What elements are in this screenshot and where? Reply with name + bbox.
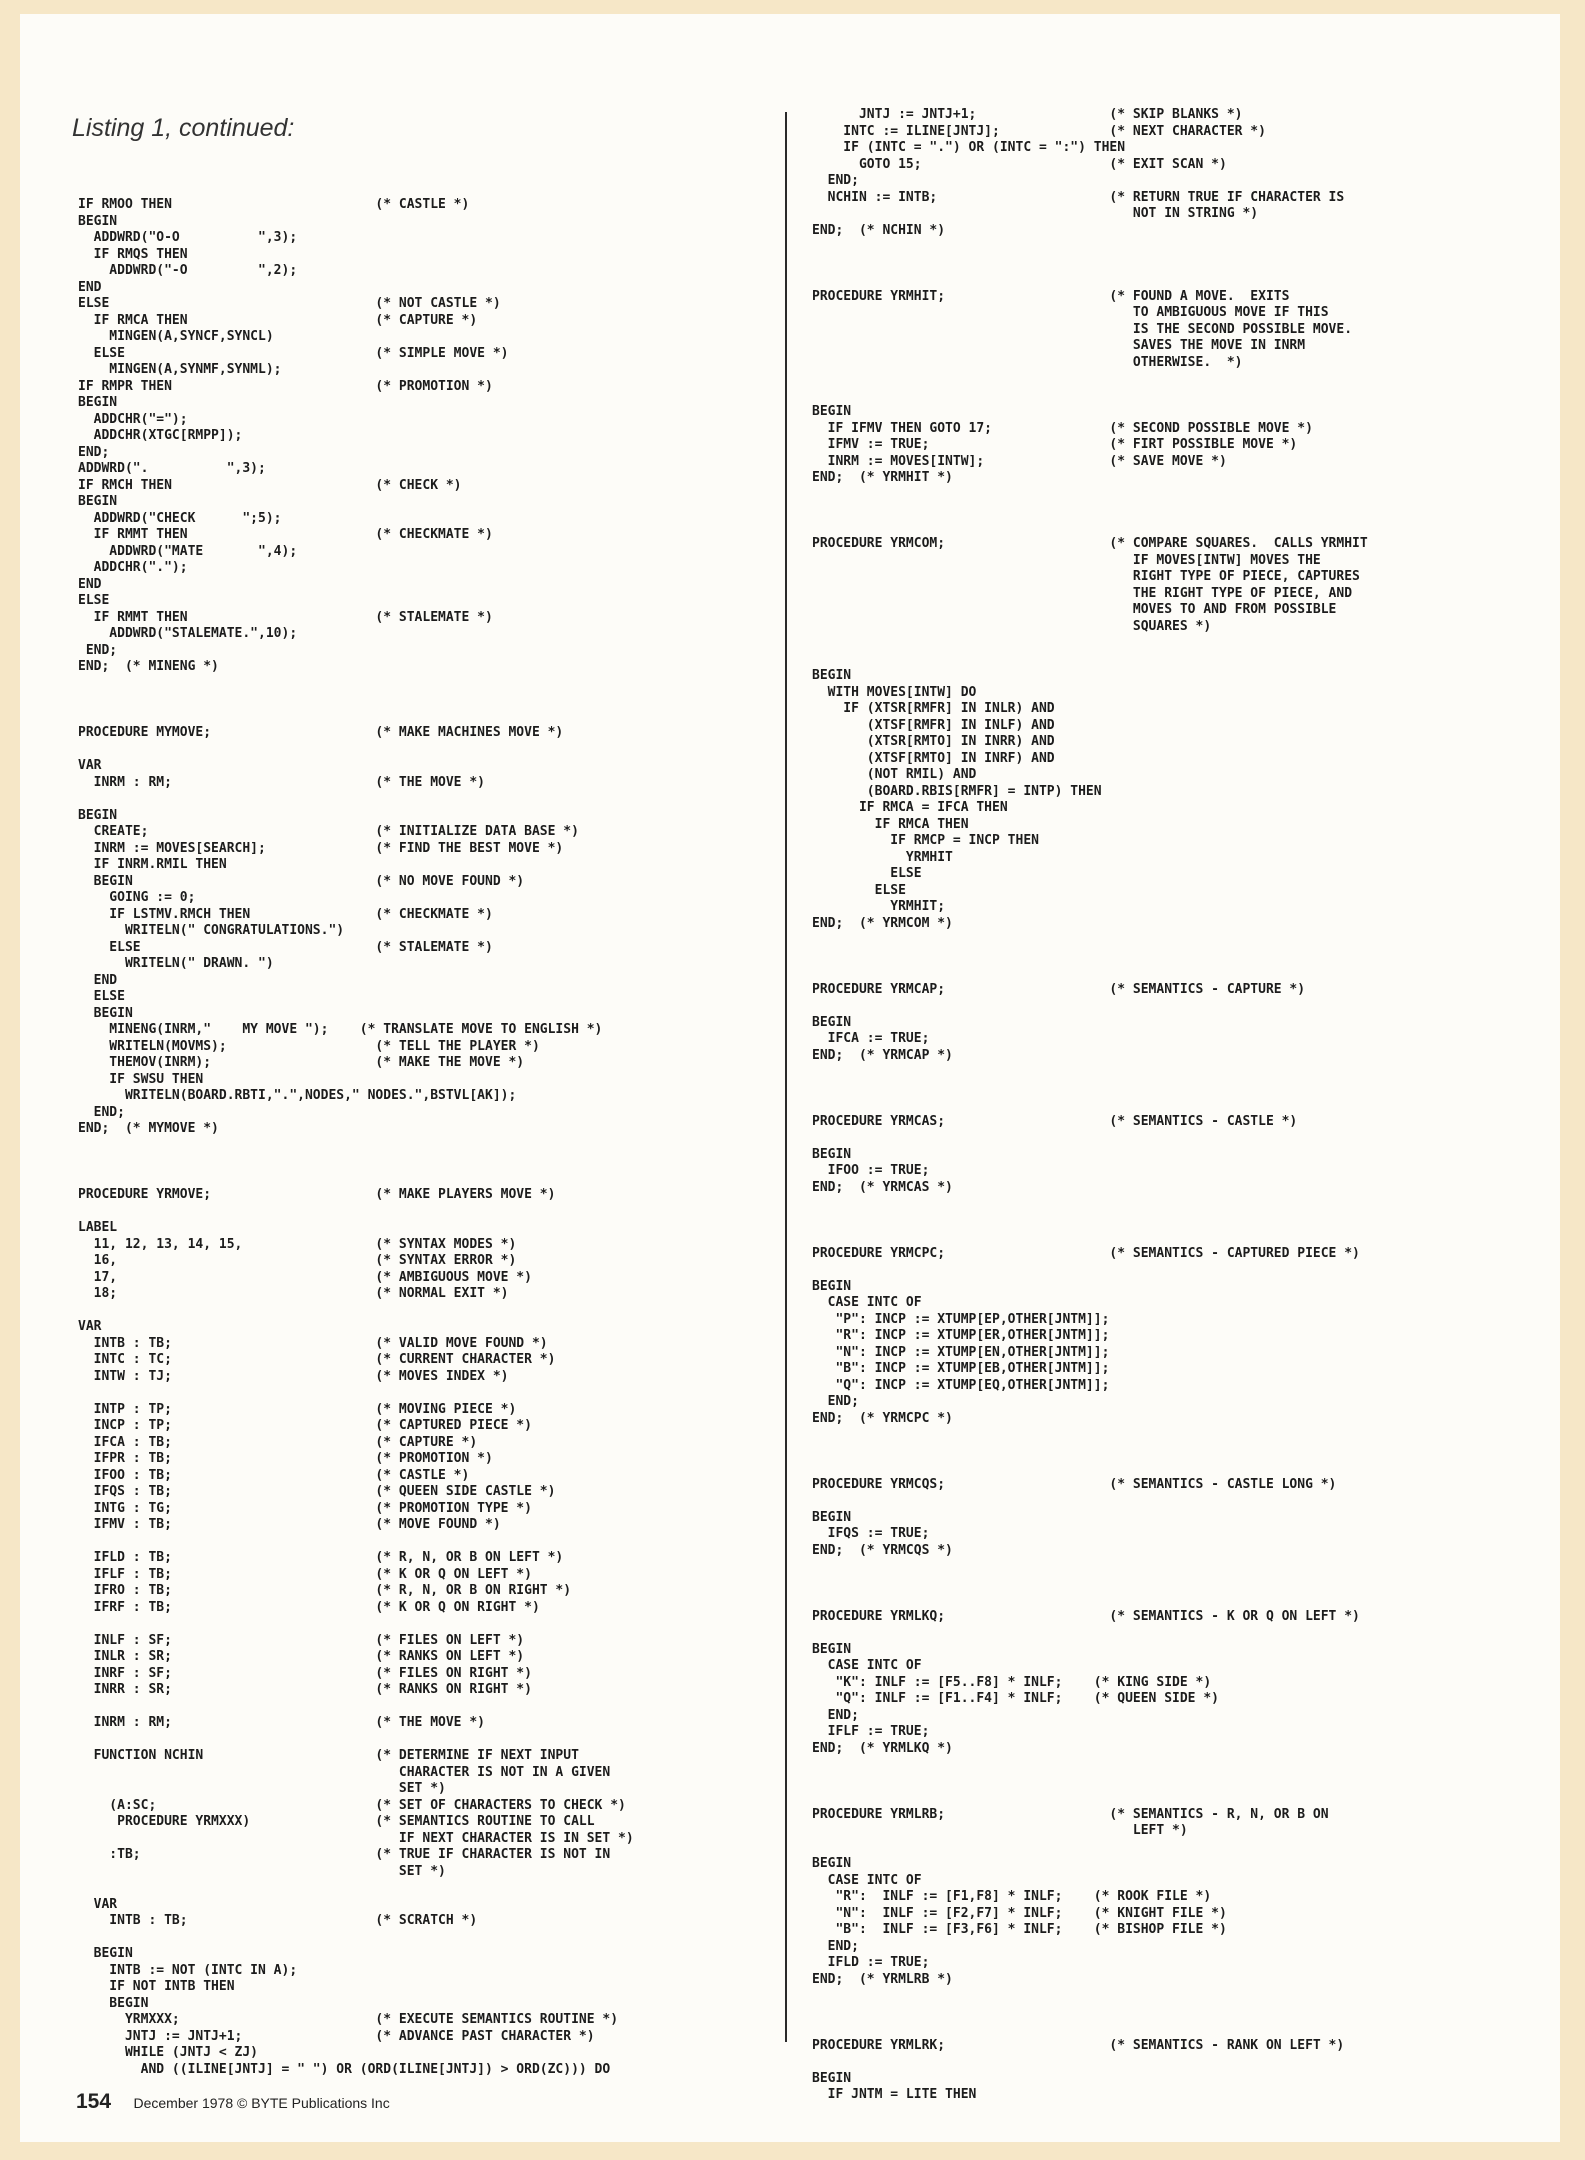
code-line: PROCEDURE YRMLRK; (* SEMANTICS - RANK ON LEFT *) [812, 2037, 1345, 2053]
code-line: "B": INLF := [F3,F6] * INLF; (* BISHOP FILE *) [812, 1922, 1227, 1937]
code-line: "Q": INCP := XTUMP[EQ,OTHER[JNTM]]; [812, 1377, 1110, 1393]
code-line [812, 1064, 1368, 1081]
code-line: IF NEXT CHARACTER IS IN SET *) [78, 1830, 634, 1846]
code-line: ELSE [812, 882, 906, 898]
code-line: INRM := MOVES[INTW]; (* SAVE MOVE *) [812, 453, 1227, 469]
code-line: ADDCHR("."); [78, 560, 188, 575]
code-line: VAR [78, 1896, 118, 1912]
code-line [812, 1444, 1368, 1461]
code-line [812, 1229, 1368, 1246]
code-line: IFLD : TB; (* R, N, OR B ON LEFT *) [78, 1550, 564, 1565]
code-line: IFOO := TRUE; [812, 1163, 930, 1178]
code-line: YRMXXX; (* EXECUTE SEMANTICS ROUTINE *) [78, 2012, 619, 2027]
code-line [78, 1171, 634, 1188]
code-line: NCHIN := INTB; (* RETURN TRUE IF CHARACTER IS [812, 189, 1345, 205]
code-line: INTB : TB; (* SCRATCH *) [78, 1913, 478, 1928]
code-line: IFRF : TB; (* K OR Q ON RIGHT *) [78, 1599, 540, 1615]
code-line: IF MOVES[INTW] MOVES THE [812, 552, 1321, 568]
code-line: ADDWRD("STALEMATE.",10); [78, 626, 298, 641]
code-line: BEGIN (* NO MOVE FOUND *) [78, 873, 525, 889]
code-line [812, 1196, 1368, 1213]
code-line [78, 676, 634, 693]
code-line: (XTSF[RMFR] IN INLF) AND [812, 717, 1055, 733]
code-line: GOTO 15; (* EXIT SCAN *) [812, 156, 1227, 172]
code-line: CASE INTC OF [812, 1295, 922, 1310]
code-line: BEGIN [78, 807, 118, 823]
code-line [812, 388, 1368, 405]
code-line: ADDCHR(XTGC[RMPP]); [78, 428, 243, 443]
code-line: IS THE SECOND POSSIBLE MOVE. [812, 321, 1353, 337]
code-line [812, 2021, 1368, 2038]
code-line [812, 1081, 1368, 1098]
code-line [78, 1385, 634, 1402]
code-line: BEGIN [78, 395, 118, 410]
code-line: IF RMCP = INCP THEN [812, 833, 1039, 848]
code-line: AND ((ILINE[JNTJ] = " ") OR (ORD(ILINE[JNTJ]) > ORD(ZC))) DO [78, 2061, 611, 2077]
code-line: PROCEDURE YRMCAS; (* SEMANTICS - CASTLE *) [812, 1113, 1298, 1129]
code-line: INLF : SF; (* FILES ON LEFT *) [78, 1632, 525, 1648]
code-line: JNTJ := JNTJ+1; (* SKIP BLANKS *) [812, 107, 1243, 122]
code-line: END; (* YRMHIT *) [812, 470, 953, 485]
column-divider [785, 112, 787, 2042]
code-line: ELSE (* SIMPLE MOVE *) [78, 345, 509, 361]
code-line [812, 520, 1368, 537]
code-line: VAR [78, 758, 102, 773]
code-line: BEGIN [78, 1995, 149, 2011]
code-line: WITH MOVES[INTW] DO [812, 684, 977, 700]
code-line: "K": INLF := [F5..F8] * INLF; (* KING SIDE *) [812, 1674, 1212, 1690]
code-line: END; (* YRMLRB *) [812, 1971, 953, 1987]
page-number: 154 [76, 2090, 112, 2113]
code-line: END; (* YRMCPC *) [812, 1410, 953, 1426]
code-line: INTC := ILINE[JNTJ]; (* NEXT CHARACTER *) [812, 123, 1266, 139]
code-line: END; [812, 173, 859, 188]
code-line: IF (XTSR[RMFR] IN INLR) AND [812, 701, 1055, 716]
code-line [78, 1534, 634, 1551]
code-line: END; (* YRMCAS *) [812, 1179, 953, 1195]
code-line [78, 791, 634, 808]
code-line [78, 1616, 634, 1633]
code-line: INTW : TJ; (* MOVES INDEX *) [78, 1368, 509, 1384]
code-line: IFQS := TRUE; [812, 1526, 930, 1541]
code-line: BEGIN [812, 1856, 852, 1871]
code-line [78, 709, 634, 726]
code-line: IF RMOO THEN (* CASTLE *) [78, 197, 470, 212]
code-line: ELSE (* STALEMATE *) [78, 939, 493, 955]
code-line: END; (* YRMCAP *) [812, 1047, 953, 1063]
right-code-column [812, 107, 1368, 2104]
code-line: MOVES TO AND FROM POSSIBLE [812, 602, 1337, 617]
code-line: BEGIN [78, 494, 118, 509]
code-line: :TB; (* TRUE IF CHARACTER IS NOT IN [78, 1847, 611, 1862]
code-line: PROCEDURE MYMOVE; (* MAKE MACHINES MOVE *) [78, 725, 564, 740]
code-line [812, 1840, 1368, 1857]
code-line: ADDWRD("-O ",2); [78, 263, 298, 278]
code-line: IF RMCA = IFCA THEN [812, 800, 1008, 815]
code-line [812, 1559, 1368, 1576]
code-line: END [78, 279, 102, 295]
code-line: IFMV : TB; (* MOVE FOUND *) [78, 1517, 501, 1532]
code-line: "P": INCP := XTUMP[EP,OTHER[JNTM]]; [812, 1311, 1110, 1327]
code-line: WRITELN(MOVMS); (* TELL THE PLAYER *) [78, 1038, 540, 1054]
code-line: WRITELN(" CONGRATULATIONS.") [78, 923, 345, 938]
code-line: (A:SC; (* SET OF CHARACTERS TO CHECK *) [78, 1797, 626, 1813]
code-line [78, 1880, 634, 1897]
code-line: IF RMPR THEN (* PROMOTION *) [78, 378, 493, 394]
code-line [812, 2054, 1368, 2071]
code-line [812, 1213, 1368, 1230]
code-line: JNTJ := JNTJ+1; (* ADVANCE PAST CHARACTER *) [78, 2028, 595, 2044]
code-line [812, 272, 1368, 289]
code-line: IF RMQS THEN [78, 246, 188, 262]
code-line: BEGIN [812, 1014, 852, 1030]
code-line: CASE INTC OF [812, 1872, 922, 1888]
code-line [812, 635, 1368, 652]
code-line: THEMOV(INRM); (* MAKE THE MOVE *) [78, 1055, 525, 1070]
code-line: LEFT *) [812, 1823, 1188, 1838]
code-line: LABEL [78, 1220, 118, 1235]
code-line: RIGHT TYPE OF PIECE, CAPTURES [812, 569, 1360, 584]
code-line [812, 1774, 1368, 1791]
code-line [812, 239, 1368, 256]
code-line [812, 1757, 1368, 1774]
code-line [812, 965, 1368, 982]
code-line: WHILE (JNTJ < ZJ) [78, 2045, 259, 2060]
code-line [812, 1988, 1368, 2005]
code-line: WRITELN(" DRAWN. ") [78, 956, 274, 971]
code-line: ELSE [78, 989, 125, 1004]
code-line [812, 998, 1368, 1015]
code-line: IF (INTC = ".") OR (INTC = ":") THEN [812, 140, 1126, 155]
code-line: ELSE [812, 866, 922, 881]
code-line: PROCEDURE YRMOVE; (* MAKE PLAYERS MOVE *) [78, 1187, 556, 1202]
code-line: 17, (* AMBIGUOUS MOVE *) [78, 1269, 532, 1285]
left-code-column [78, 197, 634, 2078]
code-line: PROCEDURE YRMCAP; (* SEMANTICS - CAPTURE *) [812, 981, 1306, 997]
code-line: ADDCHR("="); [78, 411, 188, 427]
code-line: IFPR : TB; (* PROMOTION *) [78, 1451, 493, 1466]
code-line: ELSE (* NOT CASTLE *) [78, 296, 501, 311]
code-line: CASE INTC OF [812, 1658, 922, 1673]
code-line: INLR : SR; (* RANKS ON LEFT *) [78, 1649, 525, 1664]
code-line: SET *) [78, 1781, 446, 1796]
code-line: END; (* NCHIN *) [812, 222, 946, 238]
code-line [812, 652, 1368, 669]
code-line: END; (* YRMCOM *) [812, 915, 953, 931]
code-line [78, 1699, 634, 1716]
code-line: PROCEDURE YRMXXX) (* SEMANTICS ROUTINE TO CALL [78, 1814, 595, 1829]
code-line: BEGIN [812, 404, 852, 419]
code-line: BEGIN [812, 1641, 852, 1657]
code-line: 11, 12, 13, 14, 15, (* SYNTAX MODES *) [78, 1236, 517, 1252]
code-line [812, 1493, 1368, 1510]
code-line: BEGIN [78, 1005, 133, 1021]
code-line: THE RIGHT TYPE OF PIECE, AND [812, 585, 1353, 601]
code-line: END; [812, 1707, 859, 1723]
code-line: (XTSF[RMTO] IN INRF) AND [812, 750, 1055, 766]
code-line: INRF : SF; (* FILES ON RIGHT *) [78, 1665, 532, 1681]
code-line: BEGIN [812, 1509, 852, 1525]
code-line [812, 932, 1368, 949]
code-line: SQUARES *) [812, 618, 1212, 634]
code-line: BEGIN [812, 2070, 852, 2086]
code-line [78, 1930, 634, 1947]
code-line: MINGEN(A,SYNCF,SYNCL) [78, 329, 274, 344]
code-line: IF NOT INTB THEN [78, 1979, 235, 1994]
code-line: END; (* YRMCQS *) [812, 1542, 953, 1558]
code-line: END; [812, 1938, 859, 1954]
code-line: WRITELN(BOARD.RBTI,".",NODES," NODES.",BSTVL[AK]); [78, 1088, 517, 1103]
code-line [78, 742, 634, 759]
code-line: IFLD := TRUE; [812, 1955, 930, 1970]
code-line [812, 1130, 1368, 1147]
code-line: "N": INLF := [F2,F7] * INLF; (* KNIGHT FILE *) [812, 1905, 1227, 1921]
code-line: MINENG(INRM," MY MOVE "); (* TRANSLATE MOVE TO ENGLISH *) [78, 1022, 603, 1037]
code-line: PROCEDURE YRMCQS; (* SEMANTICS - CASTLE LONG *) [812, 1476, 1337, 1492]
code-line: IF RMMT THEN (* CHECKMATE *) [78, 527, 493, 542]
code-line: "R": INCP := XTUMP[ER,OTHER[JNTM]]; [812, 1328, 1110, 1343]
publication-credit: December 1978 © BYTE Publications Inc [133, 2095, 390, 2111]
code-line [812, 371, 1368, 388]
code-line [812, 1592, 1368, 1609]
code-line: YRMHIT [812, 849, 953, 865]
code-line: ADDWRD(". ",3); [78, 461, 266, 476]
code-line: MINGEN(A,SYNMF,SYNML); [78, 362, 282, 377]
code-line: "N": INCP := XTUMP[EN,OTHER[JNTM]]; [812, 1344, 1110, 1360]
code-line [78, 1204, 634, 1221]
code-line: INRM : RM; (* THE MOVE *) [78, 1715, 485, 1730]
code-line: IFOO : TB; (* CASTLE *) [78, 1467, 470, 1483]
code-line: PROCEDURE YRMCPC; (* SEMANTICS - CAPTURED PIECE *) [812, 1245, 1360, 1261]
code-line: IF INRM.RMIL THEN [78, 857, 227, 872]
code-line: INTC : TC; (* CURRENT CHARACTER *) [78, 1352, 556, 1367]
code-line: IF LSTMV.RMCH THEN (* CHECKMATE *) [78, 906, 493, 922]
code-line [812, 2005, 1368, 2022]
code-line [78, 1138, 634, 1155]
code-line: INRM : RM; (* THE MOVE *) [78, 774, 485, 790]
code-line: IFMV := TRUE; (* FIRT POSSIBLE MOVE *) [812, 437, 1298, 452]
code-line: BEGIN [812, 1278, 852, 1294]
code-line: END [78, 576, 102, 592]
code-line: 16, (* SYNTAX ERROR *) [78, 1253, 517, 1268]
code-line [812, 1790, 1368, 1807]
code-line: INTP : TP; (* MOVING PIECE *) [78, 1401, 517, 1417]
page-footer [76, 2090, 390, 2114]
code-line: SAVES THE MOVE IN INRM [812, 338, 1306, 353]
code-line [812, 1625, 1368, 1642]
code-line: INTB : TB; (* VALID MOVE FOUND *) [78, 1335, 548, 1351]
code-line: ADDWRD("CHECK ";5); [78, 510, 282, 526]
code-line [812, 256, 1368, 273]
code-line: BEGIN [78, 213, 118, 229]
code-line: SET *) [78, 1863, 446, 1879]
code-line: TO AMBIGUOUS MOVE IF THIS [812, 305, 1329, 320]
code-line: END; [78, 444, 110, 460]
code-line: IFCA : TB; (* CAPTURE *) [78, 1434, 478, 1450]
code-line: END; (* MINENG *) [78, 659, 219, 674]
code-line: ADDWRD("O-O ",3); [78, 230, 298, 245]
code-line: ELSE [78, 593, 110, 608]
code-line: CHARACTER IS NOT IN A GIVEN [78, 1764, 611, 1780]
code-line: INCP : TP; (* CAPTURED PIECE *) [78, 1418, 532, 1433]
code-line: END; [78, 1104, 125, 1120]
code-line: (BOARD.RBIS[RMFR] = INTP) THEN [812, 783, 1102, 799]
code-line: END; (* MYMOVE *) [78, 1121, 219, 1136]
code-line: "Q": INLF := [F1..F4] * INLF; (* QUEEN SIDE *) [812, 1691, 1219, 1706]
code-line: INTB := NOT (INTC IN A); [78, 1962, 298, 1978]
code-line: IF SWSU THEN [78, 1071, 204, 1087]
code-line: END; [78, 642, 118, 658]
code-line: INRM := MOVES[SEARCH]; (* FIND THE BEST MOVE *) [78, 840, 564, 856]
code-line: "R": INLF := [F1,F8] * INLF; (* ROOK FILE *) [812, 1889, 1212, 1904]
code-line [78, 1732, 634, 1749]
code-line: FUNCTION NCHIN (* DETERMINE IF NEXT INPUT [78, 1748, 579, 1763]
code-line: ADDWRD("MATE ",4); [78, 543, 298, 559]
code-line: IFLF : TB; (* K OR Q ON LEFT *) [78, 1566, 532, 1582]
code-line [812, 1460, 1368, 1477]
code-line: PROCEDURE YRMHIT; (* FOUND A MOVE. EXITS [812, 288, 1290, 304]
code-line: 18; (* NORMAL EXIT *) [78, 1286, 509, 1301]
code-line: CREATE; (* INITIALIZE DATA BASE *) [78, 824, 579, 839]
code-line: END; [812, 1394, 859, 1409]
code-line: END; (* YRMLKQ *) [812, 1740, 953, 1756]
code-line: INRR : SR; (* RANKS ON RIGHT *) [78, 1682, 532, 1697]
code-line [812, 1262, 1368, 1279]
code-line: IF JNTM = LITE THEN [812, 2087, 977, 2102]
code-line: IF RMCA THEN (* CAPTURE *) [78, 312, 478, 328]
code-line [812, 503, 1368, 520]
code-line [78, 1303, 634, 1320]
code-line: PROCEDURE YRMLKQ; (* SEMANTICS - K OR Q ON LEFT *) [812, 1608, 1360, 1624]
code-line: YRMHIT; [812, 899, 946, 914]
code-line: IFQS : TB; (* QUEEN SIDE CASTLE *) [78, 1484, 556, 1499]
code-line: IFCA := TRUE; [812, 1031, 930, 1046]
code-line: GOING := 0; [78, 890, 196, 905]
code-line [78, 692, 634, 709]
code-line [812, 1097, 1368, 1114]
code-line: IF RMCA THEN [812, 816, 969, 832]
code-line: BEGIN [812, 668, 852, 683]
code-line: NOT IN STRING *) [812, 206, 1259, 221]
code-line: PROCEDURE YRMLRB; (* SEMANTICS - R, N, OR B ON [812, 1806, 1329, 1822]
code-line: BEGIN [78, 1946, 133, 1961]
code-line: (XTSR[RMTO] IN INRR) AND [812, 734, 1055, 749]
code-line: VAR [78, 1319, 102, 1334]
code-line: IFRO : TB; (* R, N, OR B ON RIGHT *) [78, 1583, 572, 1598]
code-line: BEGIN [812, 1146, 852, 1162]
code-line: IFLF := TRUE; [812, 1724, 930, 1739]
code-line: (NOT RMIL) AND [812, 767, 977, 782]
code-line [78, 1154, 634, 1171]
code-line: IF IFMV THEN GOTO 17; (* SECOND POSSIBLE MOVE *) [812, 420, 1313, 436]
code-line [812, 487, 1368, 504]
code-line [812, 1576, 1368, 1593]
code-line: INTG : TG; (* PROMOTION TYPE *) [78, 1500, 532, 1516]
code-line: PROCEDURE YRMCOM; (* COMPARE SQUARES. CALLS YRMHIT [812, 536, 1368, 551]
code-line: END [78, 972, 118, 988]
code-line [812, 1427, 1368, 1444]
code-line: IF RMCH THEN (* CHECK *) [78, 477, 462, 493]
code-line: OTHERWISE. *) [812, 354, 1243, 370]
code-line [812, 949, 1368, 966]
code-line: "B": INCP := XTUMP[EB,OTHER[JNTM]]; [812, 1361, 1110, 1376]
code-line: IF RMMT THEN (* STALEMATE *) [78, 609, 493, 625]
listing-caption: Listing 1, continued: [72, 114, 295, 142]
